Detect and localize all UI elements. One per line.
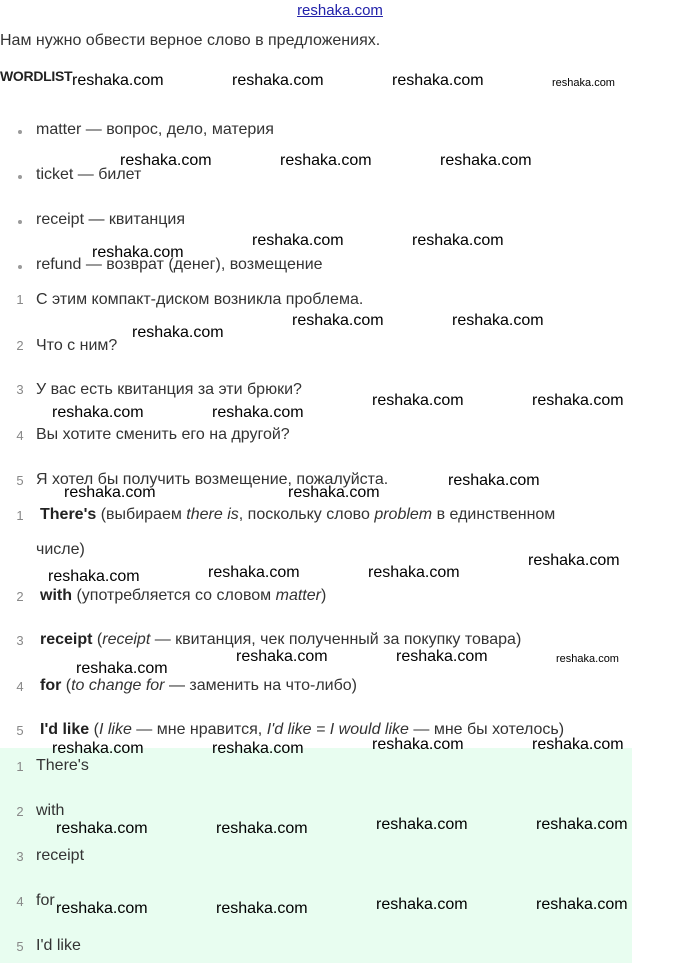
watermark: reshaka.com xyxy=(52,404,144,421)
answer-term: receipt xyxy=(40,631,93,648)
item-number: 5 xyxy=(16,939,24,954)
explanation-text: ( xyxy=(92,631,103,648)
explanation-line xyxy=(40,587,326,605)
translation-line: Вы хотите сменить его на другой? xyxy=(36,426,290,443)
explanation-line xyxy=(40,631,521,649)
wordlist-title: WORDLIST xyxy=(0,68,73,84)
explanation-italic: receipt xyxy=(102,631,151,648)
item-number: 3 xyxy=(16,849,24,864)
answer-term: There's xyxy=(40,506,97,523)
watermark: reshaka.com xyxy=(252,232,344,249)
wordlist-item: refund — возврат (денег), возмещение xyxy=(36,256,323,273)
explanation-italic: to change for xyxy=(71,677,165,694)
watermark: reshaka.com xyxy=(368,564,460,581)
item-number: 1 xyxy=(16,759,24,774)
watermark: reshaka.com xyxy=(52,740,144,757)
item-number: 1 xyxy=(16,508,24,523)
watermark: reshaka.com xyxy=(292,312,384,329)
site-link[interactable]: reshaka.com xyxy=(297,2,383,19)
item-number: 2 xyxy=(16,589,24,604)
answer-line: There's xyxy=(36,757,89,774)
item-number: 5 xyxy=(16,473,24,488)
watermark: reshaka.com xyxy=(440,152,532,169)
watermark: reshaka.com xyxy=(232,72,324,89)
explanation-text: ) xyxy=(320,587,327,604)
explanation-text: , поскольку слово xyxy=(238,506,375,523)
explanation-text: ( xyxy=(89,721,99,738)
answer-line: with xyxy=(36,802,65,819)
explanation-italic: problem xyxy=(374,506,433,523)
watermark: reshaka.com xyxy=(56,820,148,837)
item-number: 4 xyxy=(16,428,24,443)
explanation-text: — квитанция, чек полученный за покупку товара) xyxy=(150,631,522,648)
explanation-text: в единственном xyxy=(432,506,556,523)
explanation-text: (выбираем xyxy=(96,506,187,523)
watermark: reshaka.com xyxy=(372,736,464,753)
watermark: reshaka.com xyxy=(376,816,468,833)
item-number: 2 xyxy=(16,804,24,819)
translation-line: С этим компакт-диском возникла проблема. xyxy=(36,291,364,308)
explanation-text: ( xyxy=(61,677,72,694)
watermark: reshaka.com xyxy=(532,392,624,409)
explanation-italic: I'd like = I would like xyxy=(266,721,409,738)
watermark: reshaka.com xyxy=(208,564,300,581)
item-number: 2 xyxy=(16,338,24,353)
watermark: reshaka.com xyxy=(556,653,619,665)
watermark: reshaka.com xyxy=(72,72,164,89)
item-number: 5 xyxy=(16,723,24,738)
item-number: 4 xyxy=(16,894,24,909)
watermark: reshaka.com xyxy=(280,152,372,169)
watermark: reshaka.com xyxy=(288,484,380,501)
watermark: reshaka.com xyxy=(532,736,624,753)
watermark: reshaka.com xyxy=(212,740,304,757)
item-number: 1 xyxy=(16,292,24,307)
watermark: reshaka.com xyxy=(376,896,468,913)
translation-line: Я хотел бы получить возмещение, пожалуйста. xyxy=(36,471,389,488)
answer-line: for xyxy=(36,892,55,909)
bullet-icon xyxy=(18,220,22,224)
watermark: reshaka.com xyxy=(412,232,504,249)
watermark: reshaka.com xyxy=(132,324,224,341)
translation-line: У вас есть квитанция за эти брюки? xyxy=(36,381,302,398)
watermark: reshaka.com xyxy=(396,648,488,665)
item-number: 3 xyxy=(16,382,24,397)
watermark: reshaka.com xyxy=(64,484,156,501)
explanation-italic: I like xyxy=(98,721,132,738)
watermark: reshaka.com xyxy=(452,312,544,329)
watermark: reshaka.com xyxy=(448,472,540,489)
watermark: reshaka.com xyxy=(536,896,628,913)
watermark: reshaka.com xyxy=(536,816,628,833)
watermark: reshaka.com xyxy=(92,244,184,261)
bullet-icon xyxy=(18,265,22,269)
answer-line: I'd like xyxy=(36,937,81,954)
answer-term: I'd like xyxy=(40,721,90,738)
explanation-line xyxy=(40,721,564,739)
translation-line: Что с ним? xyxy=(36,337,118,354)
task-intro: Нам нужно обвести верное слово в предложениях. xyxy=(0,32,381,49)
wordlist-item: matter — вопрос, дело, материя xyxy=(36,121,274,138)
watermark: reshaka.com xyxy=(56,900,148,917)
explanation-text: — мне бы хотелось) xyxy=(408,721,565,738)
answer-line: receipt xyxy=(36,847,85,864)
explanation-text: (употребляется со словом xyxy=(72,587,276,604)
watermark: reshaka.com xyxy=(552,77,615,89)
item-number: 3 xyxy=(16,633,24,648)
answers-panel xyxy=(0,748,632,963)
bullet-icon xyxy=(18,130,22,134)
watermark: reshaka.com xyxy=(528,552,620,569)
watermark: reshaka.com xyxy=(236,648,328,665)
watermark: reshaka.com xyxy=(216,820,308,837)
explanation-line xyxy=(40,677,357,695)
explanation-italic: there is xyxy=(186,506,239,523)
answer-term: with xyxy=(40,587,72,604)
explanation-italic: matter xyxy=(275,587,321,604)
bullet-icon xyxy=(18,175,22,179)
watermark: reshaka.com xyxy=(120,152,212,169)
wordlist-item: ticket — билет xyxy=(36,166,142,183)
explanation-continuation: числе) xyxy=(36,541,85,558)
watermark: reshaka.com xyxy=(48,568,140,585)
watermark: reshaka.com xyxy=(216,900,308,917)
watermark: reshaka.com xyxy=(392,72,484,89)
watermark: reshaka.com xyxy=(212,404,304,421)
explanation-line xyxy=(40,506,555,524)
answer-term: for xyxy=(40,677,62,694)
wordlist-item: receipt — квитанция xyxy=(36,211,185,228)
item-number: 4 xyxy=(16,679,24,694)
explanation-text: — мне нравится, xyxy=(131,721,267,738)
watermark: reshaka.com xyxy=(76,660,168,677)
watermark: reshaka.com xyxy=(372,392,464,409)
explanation-text: — заменить на что-либо) xyxy=(164,677,357,694)
